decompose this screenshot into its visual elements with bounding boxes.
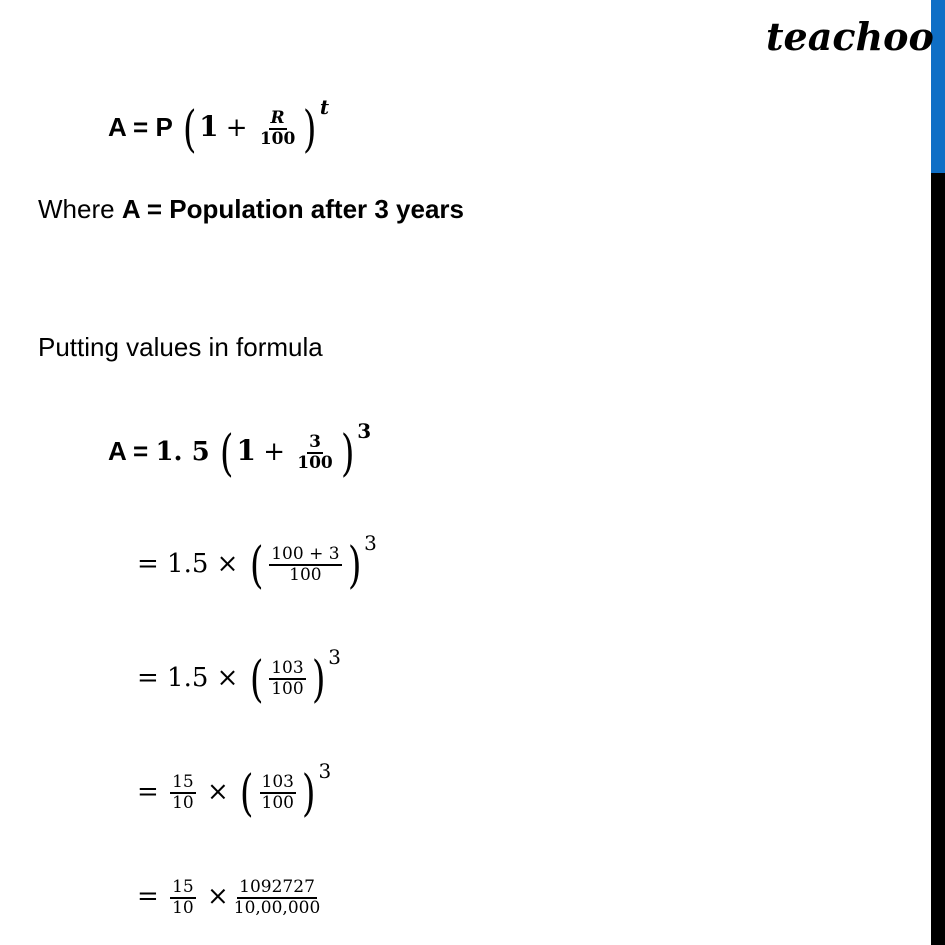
step4-fraction-1	[170, 773, 196, 812]
formula-exponent: t	[319, 95, 330, 120]
step1-fraction	[295, 433, 335, 472]
fraction-denominator: 100	[289, 565, 322, 585]
paren-close: )	[340, 424, 355, 482]
step1-lhs: A =	[108, 435, 156, 466]
teachoo-logo: teachoo	[766, 14, 934, 59]
step-4	[137, 759, 332, 822]
formula-one: 1	[199, 109, 219, 143]
fraction-denominator: 100	[259, 129, 296, 149]
fraction-denominator: 100	[261, 793, 294, 813]
fraction-denominator: 10,00,000	[233, 897, 321, 918]
step-5	[137, 878, 325, 917]
step1-exponent: 3	[357, 419, 372, 444]
where-prefix: Where	[38, 194, 122, 224]
fraction-numerator: 100 + 3	[271, 544, 340, 565]
paren-open: (	[219, 424, 234, 482]
fraction-numerator: 15	[172, 877, 194, 897]
fraction-denominator: 10	[172, 897, 194, 918]
step4-eq: =	[137, 777, 159, 807]
step3-fraction	[269, 659, 305, 698]
step2-exponent: 3	[364, 531, 377, 556]
step2-eq: = 1.5 ×	[137, 549, 239, 579]
fraction-numerator: 103	[261, 772, 294, 793]
putting-values-line: Putting values in formula	[38, 332, 323, 362]
paren-close: )	[311, 650, 326, 708]
times-sign: ×	[206, 881, 229, 912]
times-sign: ×	[206, 777, 229, 807]
fraction-denominator: 100	[271, 679, 304, 699]
step1-one: 1	[236, 433, 256, 467]
step4-fraction-2	[260, 773, 296, 812]
fraction-denominator: 10	[172, 793, 194, 813]
paren-open: (	[249, 650, 264, 708]
fraction-denominator: 100	[297, 453, 333, 473]
step2-fraction	[269, 545, 341, 584]
step5-eq: =	[137, 881, 159, 912]
step4-exponent: 3	[318, 759, 332, 784]
fraction-numerator: 15	[172, 772, 194, 793]
fraction-numerator: 1092727	[239, 877, 315, 897]
where-line	[38, 194, 464, 225]
step1-plus: +	[263, 436, 286, 467]
paren-open: (	[239, 764, 254, 822]
paren-open: (	[249, 536, 264, 594]
compound-formula	[108, 95, 330, 158]
formula-fraction	[258, 109, 298, 148]
paren-open: (	[182, 100, 197, 158]
step-3	[137, 645, 341, 708]
paren-close: )	[347, 536, 362, 594]
step-2	[137, 531, 377, 594]
fraction-numerator: R	[270, 108, 285, 129]
where-definition: A = Population after 3 years	[121, 194, 465, 224]
step-1	[108, 419, 372, 482]
step1-value: 1. 5	[155, 436, 210, 467]
formula-plus: +	[225, 112, 248, 143]
step5-fraction-2	[232, 878, 323, 917]
paren-close: )	[303, 100, 317, 158]
step3-exponent: 3	[328, 645, 341, 670]
fraction-numerator: 3	[309, 432, 321, 453]
step3-eq: = 1.5 ×	[137, 663, 239, 693]
formula-lhs: A = P	[108, 111, 173, 142]
right-accent-bar	[931, 0, 945, 945]
paren-close: )	[301, 764, 316, 822]
step5-fraction-1	[170, 878, 196, 917]
fraction-numerator: 103	[271, 658, 304, 679]
